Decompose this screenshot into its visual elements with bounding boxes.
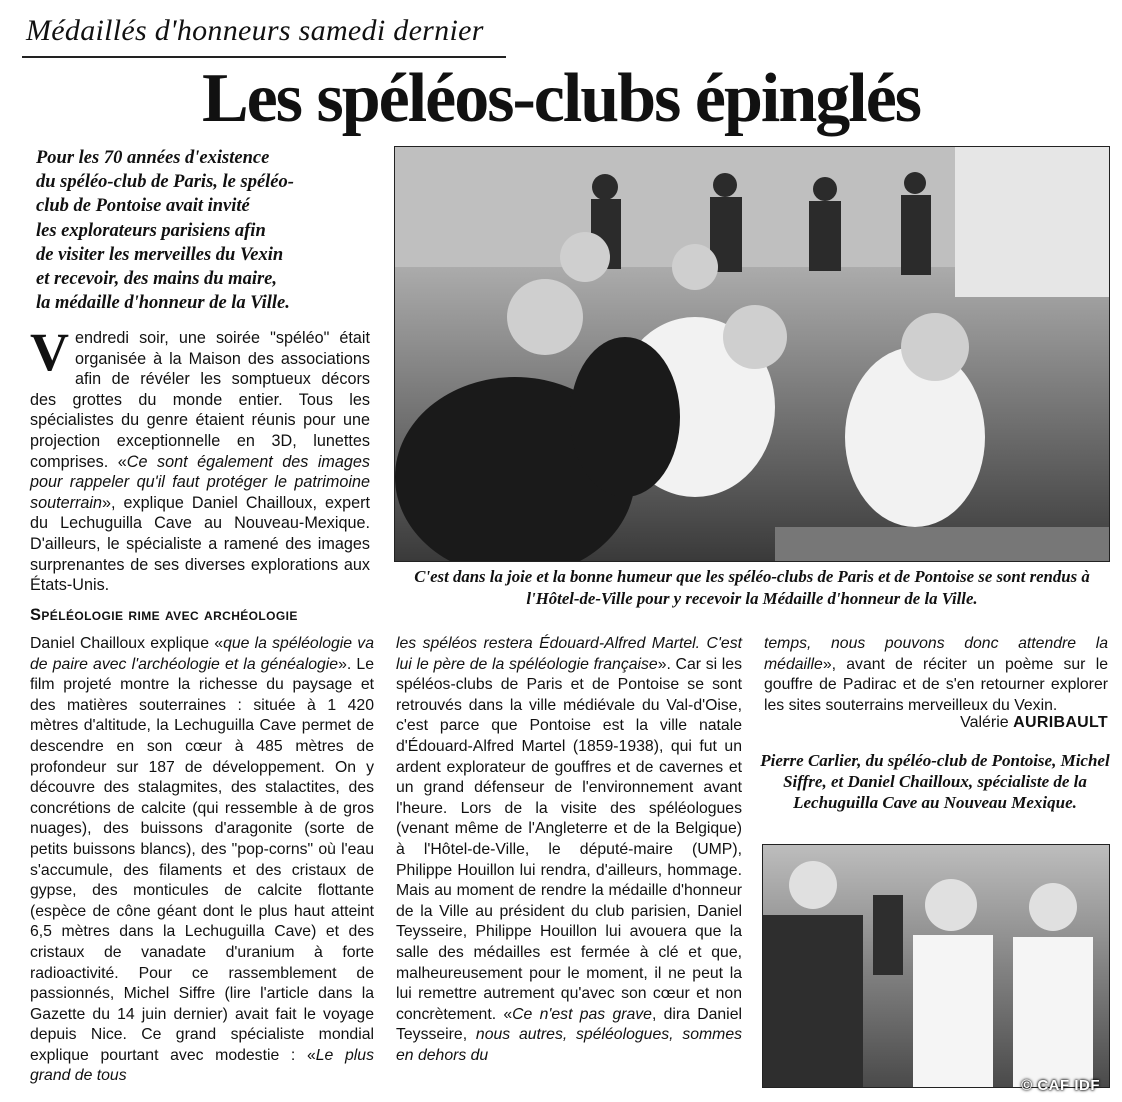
- chapo-line: et recevoir, des mains du maire,: [36, 269, 277, 290]
- chapo-line: les explorateurs parisiens afin: [36, 220, 266, 241]
- main-photo-image: [395, 147, 1109, 561]
- chapo-line: du spéléo-club de Paris, le spéléo-: [36, 172, 294, 193]
- chapo-line: la médaille d'honneur de la Ville.: [36, 293, 290, 314]
- body-quote: temps, nous pouvons donc attendre la médaille: [764, 635, 1108, 673]
- body-quote: les spéléos restera Édouard-Alfred Martel. C'est lui le père de la spéléologie française: [396, 635, 742, 673]
- lead-paragraph: [30, 322, 370, 596]
- side-photo-image: [763, 845, 1109, 1087]
- author-first-name: Valérie: [960, 714, 1009, 731]
- side-photo: [762, 844, 1110, 1088]
- body-text: Daniel Chailloux explique «: [30, 635, 224, 652]
- main-photo: [394, 146, 1110, 562]
- body-text: », avant de réciter un poème sur le gouffre de Padirac et de s'en retourner explorer les sites souterrains merveilleux du Vexin.: [764, 655, 1108, 714]
- body-quote: que la spéléologie va de paire avec l'archéologie et la généalogie: [30, 635, 374, 673]
- subheading: Spéléologie rime avec archéologie: [30, 606, 298, 624]
- body-column-4: [764, 634, 1108, 716]
- chapo: [36, 146, 376, 315]
- body-text: ». Le film projeté montre la richesse du paysage et des matières souterraines : située à 1 420 mètres d'altitude, la Lechuguilla Cave permet de descendre en son cœur à 485 mètres de profondeur sur 187 de développement. On y découvre des stalagmites, des stalactites, des concrétions de calcite (qui ressemble à de gros nuages), des buissons d'aragonite (sorte de petits buissons blancs), des "pop-corns" où l'eau s'accumule, des filaments et des cristaux de gypse, des monticules de calcite flottante (espèce de cône géant dont le plus haut atteint 6,5 mètres dans la Lechuguilla Cave) et des cristaux de vanadate d'uranium à forte radioactivité. Pour ce rassemblement de passionnés, Michel Siffre (lire l'article dans la Gazette du 14 juin dernier) avait fait le voyage depuis Nice. Ce grand spécialiste mondial explique pourtant avec modestie : «: [30, 655, 374, 1064]
- lead-quote: Ce sont également des images pour rappeler qu'il faut protéger le patrimoine souterrain: [30, 452, 370, 512]
- body-text: ». Car si les spéléos-clubs de Paris et de Pontoise se sont retrouvés dans la ville médiévale du Val-d'Oise, c'est parce que Pontoise est la ville natale d'Édouard-Alfred Martel (1859-1938), qui fut un ardent explorateur de gouffres et de cavernes et un grand défenseur de l'environnement avant l'heure. Lors de la visite des spéléologues (venant même de l'Angleterre et de la Belgique) à l'Hôtel-de-Ville, le député-maire (UMP), Philippe Houillon lui rendra, d'ailleurs, hommage. Mais au moment de rendre la médaille d'honneur de la Ville au président du club parisien, Daniel Teysseire, Philippe Houillon lui avouera que la salle des médailles est fermée à clé et que, malheureusement pour le moment, il ne peut la lui remettre autrement qu'avec son cœur et non concrètement. «: [396, 655, 742, 1023]
- chapo-line: Pour les 70 années d'existence: [36, 148, 270, 168]
- body-text: , dira Daniel Teysseire,: [396, 1005, 742, 1044]
- copyright-watermark: © CAF IDF: [1021, 1077, 1100, 1094]
- kicker: Médaillés d'honneurs samedi dernier: [26, 14, 484, 47]
- body-quote: Le plus grand de tous: [30, 1046, 374, 1085]
- photo-caption-side: Pierre Carlier, du spéléo-club de Pontoise, Michel Siffre, et Daniel Chailloux, spécialiste de la Lechuguilla Cave au Nouveau Mexique.: [760, 751, 1110, 812]
- lead-text-end: », explique Daniel Chailloux, expert du Lechuguilla Cave au Nouveau-Mexique. D'ailleurs, le spécialiste a ramené des images surprenantes de ses diverses explorations aux États-Unis.: [30, 493, 370, 595]
- author-last-name: AURIBAULT: [1013, 714, 1108, 731]
- body-column-3: [396, 634, 742, 1066]
- headline: Les spéléos-clubs épinglés: [201, 60, 921, 137]
- author-signature: [764, 714, 1108, 732]
- body-column-2: [30, 634, 374, 1087]
- chapo-line: de visiter les merveilles du Vexin: [36, 244, 284, 265]
- body-quote: nous autres, spéléologues, sommes en dehors du: [396, 1026, 743, 1064]
- body-quote: Ce n'est pas grave: [512, 1005, 652, 1023]
- drop-cap: V: [30, 322, 69, 382]
- photo-caption-main: C'est dans la joie et la bonne humeur que les spéléo-clubs de Paris et de Pontoise se sont rendus à l'Hôtel-de-Ville pour y recevoir la Médaille d'honneur de la Ville.: [414, 567, 1090, 608]
- chapo-line: club de Pontoise avait invité: [36, 196, 250, 217]
- lead-text: endredi soir, une soirée "spéléo" était organisée à la Maison des associations afin de révéler les somptueux décors des grottes du monde entier. Tous les spécialistes du genre étaient réunis pour une projection exceptionnelle en 3D, lunettes comprises. «: [30, 329, 370, 471]
